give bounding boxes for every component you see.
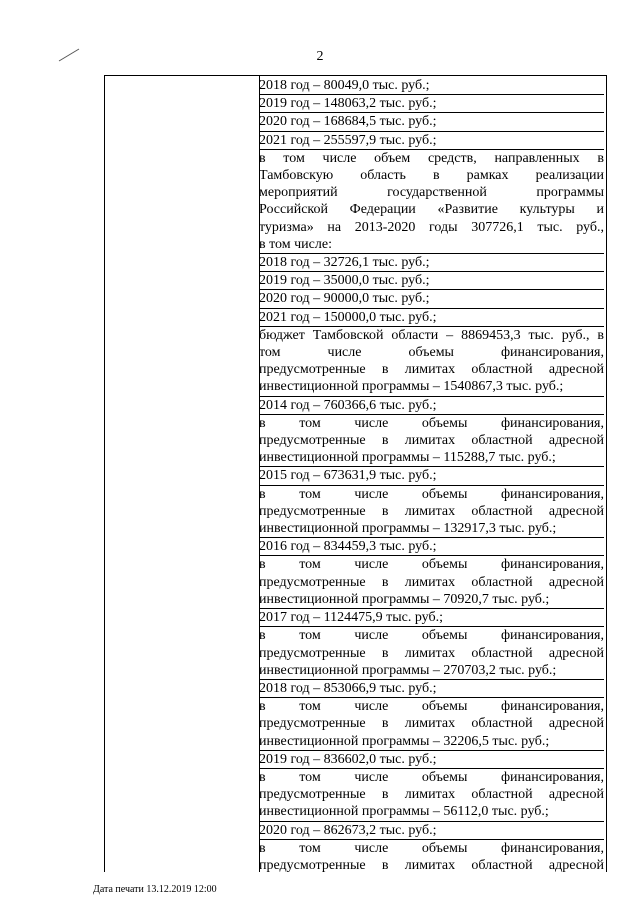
table-line-text: предусмотренные в лимитах областной адресной: [259, 503, 604, 519]
table-line: [259, 591, 604, 609]
table-line: [259, 538, 604, 556]
table-line-text: предусмотренные в лимитах областной адресной: [259, 433, 604, 449]
table-line: [259, 432, 604, 449]
table-line-text: предусмотренные в лимитах областной адресной: [259, 857, 604, 873]
table-line: [259, 574, 604, 591]
table-line-text: 2014 год – 760366,6 тыс. руб.;: [259, 397, 437, 413]
table-line-text: 2017 год – 1124475,9 тыс. руб.;: [259, 610, 443, 626]
table-line-text: том числе объемы финансирования,: [259, 345, 604, 361]
table-line: [259, 840, 604, 857]
table-line: [259, 113, 604, 131]
table-line: [259, 645, 604, 662]
page-number: 2: [316, 49, 324, 64]
table-line-text: 2020 год – 168684,5 тыс. руб.;: [259, 114, 437, 130]
table-line: [259, 236, 604, 254]
table-line: [259, 467, 604, 485]
table-line-text: в том числе объем средств, направленных в: [259, 150, 604, 166]
table-line-text: 2019 год – 35000,0 тыс. руб.;: [259, 273, 430, 289]
table-line-text: предусмотренные в лимитах областной адресной: [259, 716, 604, 732]
table-line: [259, 751, 604, 769]
table-line-text: 2019 год – 836602,0 тыс. руб.;: [259, 751, 437, 767]
table-line-text: предусмотренные в лимитах областной адресной: [259, 787, 604, 803]
table-line-text: в том числе объемы финансирования,: [259, 415, 604, 431]
table-line: [259, 680, 604, 698]
table-line-text: бюджет Тамбовской области – 8869453,3 тыс. руб., в: [259, 327, 604, 343]
pen-stroke-mark: [58, 48, 80, 62]
print-date-label: Дата печати: [93, 884, 144, 895]
table-line-text: в том числе объемы финансирования,: [259, 699, 604, 715]
table-line: [259, 698, 604, 715]
table-line-text: предусмотренные в лимитах областной адресной: [259, 574, 604, 590]
table-line-text: 2019 год – 148063,2 тыс. руб.;: [259, 96, 437, 112]
table-line: [259, 715, 604, 732]
table-line-text: в том числе объемы финансирования,: [259, 769, 604, 785]
table-line-text: 2021 год – 150000,0 тыс. руб.;: [259, 309, 437, 325]
table-line: [259, 556, 604, 573]
table-line: [259, 786, 604, 803]
table-line-text: инвестиционной программы – 32206,5 тыс. руб.;: [259, 733, 550, 749]
table-line-text: предусмотренные в лимитах областной адресной: [259, 362, 604, 378]
table-line-text: туризма» на 2013-2020 годы 307726,1 тыс. руб.,: [259, 219, 604, 235]
table-line-text: Российской Федерации «Развитие культуры и: [259, 202, 604, 218]
table-line-text: в том числе:: [259, 236, 332, 252]
table-line-text: Тамбовскую область в рамках реализации: [259, 168, 604, 184]
table-line-text: предусмотренные в лимитах областной адресной: [259, 645, 604, 661]
table-line-text: инвестиционной программы – 132917,3 тыс. руб.;: [259, 521, 557, 537]
print-date-footer: [93, 884, 217, 895]
table-line: [259, 254, 604, 272]
table-line: [259, 378, 604, 396]
table-line-text: мероприятий государственной программы: [259, 185, 604, 201]
table-line: [259, 272, 604, 290]
table-line: [259, 415, 604, 432]
table-line: [259, 219, 604, 236]
table-line: [259, 503, 604, 520]
table-line: [259, 201, 604, 218]
table-line: [259, 769, 604, 786]
table-line: [259, 344, 604, 361]
table-line: [259, 733, 604, 751]
table-line: [259, 309, 604, 327]
table-line: [259, 132, 604, 150]
table-line: [259, 627, 604, 644]
table-line: [259, 520, 604, 538]
table-line: [259, 184, 604, 201]
table-line-text: 2018 год – 32726,1 тыс. руб.;: [259, 255, 430, 271]
table-line: [259, 150, 604, 167]
table-line-text: инвестиционной программы – 70920,7 тыс. руб.;: [259, 591, 550, 607]
table-line: [259, 77, 604, 95]
table-line-text: 2020 год – 862673,2 тыс. руб.;: [259, 822, 437, 838]
table-line-text: инвестиционной программы – 115288,7 тыс. руб.;: [259, 450, 556, 466]
table-line-text: инвестиционной программы – 56112,0 тыс. руб.;: [259, 804, 549, 820]
table-line-text: в том числе объемы финансирования,: [259, 486, 604, 502]
table-line: [259, 361, 604, 378]
table-line: [259, 95, 604, 113]
table-line: [259, 486, 604, 503]
table-line: [259, 397, 604, 415]
table-line: [259, 167, 604, 184]
table-line: [259, 803, 604, 821]
table-line-text: инвестиционной программы – 270703,2 тыс. руб.;: [259, 662, 557, 678]
table-line-text: в том числе объемы финансирования,: [259, 557, 604, 573]
table-line: [259, 327, 604, 344]
table-line-text: 2015 год – 673631,9 тыс. руб.;: [259, 468, 437, 484]
table-line: [259, 609, 604, 627]
table-line-text: 2021 год – 255597,9 тыс. руб.;: [259, 132, 437, 148]
table-line: [259, 449, 604, 467]
table-line-text: инвестиционной программы – 1540867,3 тыс. руб.;: [259, 379, 564, 395]
table-line: [259, 857, 604, 874]
table-line-text: 2018 год – 853066,9 тыс. руб.;: [259, 680, 437, 696]
table-line-text: в том числе объемы финансирования,: [259, 840, 604, 856]
table-line-text: 2016 год – 834459,3 тыс. руб.;: [259, 539, 437, 555]
table-line-text: 2020 год – 90000,0 тыс. руб.;: [259, 291, 430, 307]
table-line: [259, 290, 604, 308]
print-date-value: 13.12.2019 12:00: [146, 884, 217, 895]
financing-details-column: [259, 77, 604, 874]
table-line: [259, 822, 604, 840]
table-line-text: в том числе объемы финансирования,: [259, 628, 604, 644]
table-line: [259, 662, 604, 680]
table-line-text: 2018 год – 80049,0 тыс. руб.;: [259, 78, 430, 93]
